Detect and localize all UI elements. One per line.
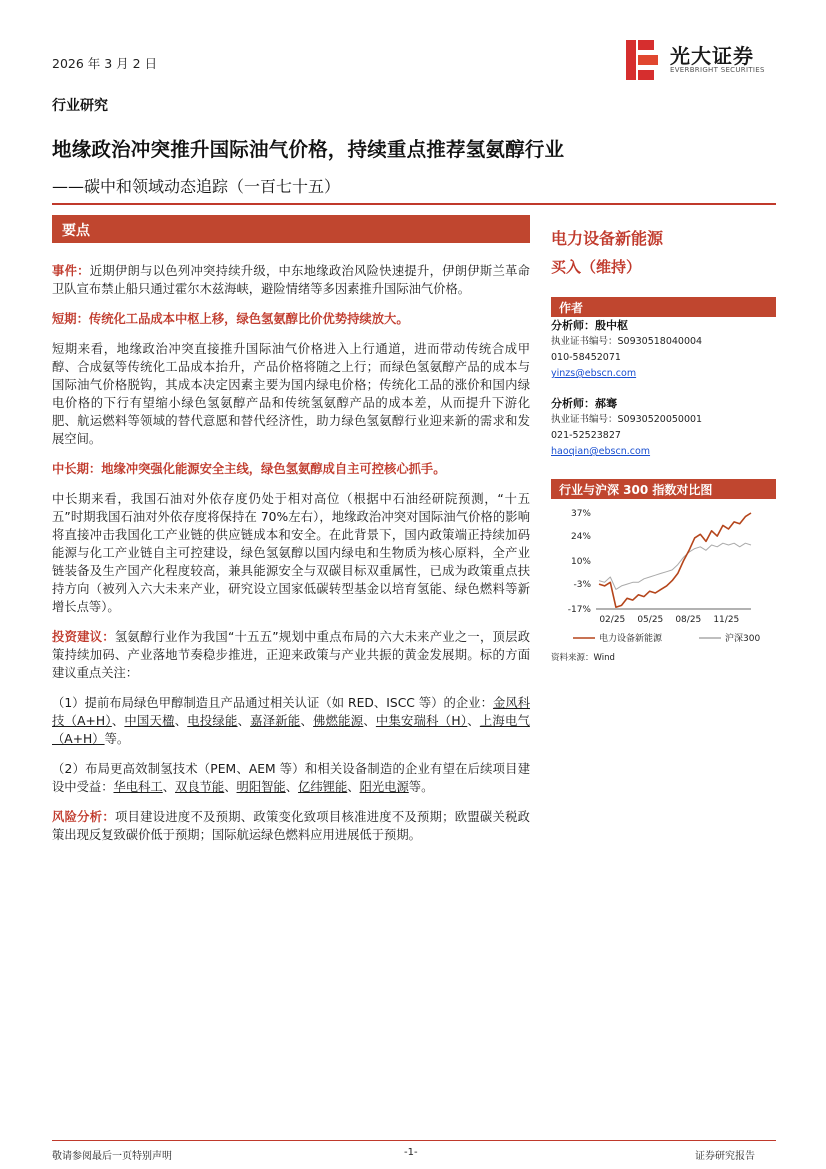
analyst-cert: 执业证书编号：S0930518040004: [551, 336, 703, 347]
analyst-email-link[interactable]: yinzs@ebscn.com: [551, 368, 637, 379]
chart-section-header: [551, 479, 776, 499]
analyst-email-link[interactable]: haoqian@ebscn.com: [551, 446, 651, 457]
y-tick-label: -17%: [567, 605, 591, 615]
report-date: 2026 年 3 月 2 日: [52, 56, 158, 71]
chart-source: 资料来源：Wind: [551, 653, 615, 663]
logo-text-en: EVERBRIGHT SECURITIES: [670, 66, 765, 74]
analyst-card: [551, 396, 702, 460]
item-1-tail: 等。: [104, 732, 130, 746]
analyst-cert: 执业证书编号：S0930520050001: [551, 414, 703, 425]
mid-term-heading: 中长期：地缘冲突强化能源安全主线，绿色氢氨醇成自主可控核心抓手。: [52, 462, 446, 476]
y-tick-label: 24%: [570, 532, 591, 543]
company-link[interactable]: 佛燃能源: [313, 714, 364, 728]
company-link[interactable]: 亿纬锂能: [298, 780, 348, 794]
rating: 买入（维持）: [551, 258, 642, 276]
company-link[interactable]: 双良节能: [175, 780, 225, 794]
risk-label: 风险分析：: [52, 810, 115, 824]
y-tick-label: -3%: [573, 580, 591, 591]
company-link[interactable]: 中国天楹: [124, 714, 175, 728]
investment-paragraph: [52, 628, 530, 682]
company-link[interactable]: 中集安瑞科（H）: [375, 714, 468, 728]
footer-divider: [52, 1140, 776, 1141]
company-link[interactable]: 上海电气（A+H）: [52, 714, 530, 746]
risk-paragraph: [52, 808, 530, 844]
short-term-heading: 短期：传统化工品成本中枢上移，绿色氢氨醇比价优势持续放大。: [52, 312, 409, 326]
logo-mark-icon: [626, 40, 662, 80]
chart-heading: 行业与沪深 300 指数对比图: [559, 483, 713, 497]
mid-term-text: 中长期来看，我国石油对外依存度仍处于相对高位（根据中石油经研院预测，“十五五”时期我国石油对外依存度将保持在 70%左右），地缘政治冲突对国际油气价格的影响将直接冲击我国化工产业链的供应链成本和安全。在此背景下，国内政策端正持续加码能源与化工产业链自主可控建设，绿色氢氨醇以国内绿电和生物质为核心原料，全产业链装备及生产国产化程度较高，兼具能源安全与双碳目标双重属性，已成为政策重点扶持方向（被列入六大未来产业，研究设立国家低碳转型基金以培育氢能、绿色燃料等新增长点等）。: [52, 492, 530, 614]
company-link[interactable]: 华电科工: [113, 780, 163, 794]
event-paragraph: [52, 262, 530, 298]
footer-disclaimer: 敬请参阅最后一页特别声明: [52, 1151, 172, 1162]
recommendation-item-2: （2）布局更高效制氢技术（PEM、AEM 等）和相关设备制造的企业有望在后续项目建设中受益：华电科工、双良节能、明阳智能、亿纬锂能、阳光电源等。: [52, 762, 530, 794]
sector-name: 电力设备新能源: [551, 229, 664, 248]
legend-label: 沪深300: [725, 634, 761, 644]
series-line-csi300: [599, 543, 751, 589]
author-heading: 作者: [559, 301, 584, 315]
analyst-phone: 021-52523827: [551, 430, 621, 441]
footer-report-type: 证券研究报告: [695, 1151, 755, 1162]
legend-label: 电力设备新能源: [599, 634, 663, 644]
event-text: 近期伊朗与以色列冲突持续升级，中东地缘政治风险快速提升，伊朗伊斯兰革命卫队宣布禁止船只通过霍尔木兹海峡，避险情绪等多因素推升国际油气价格。: [52, 264, 530, 296]
report-title: 地缘政治冲突推升国际油气价格，持续重点推荐氢氨醇行业: [52, 138, 565, 161]
index-comparison-chart: [551, 503, 776, 653]
investment-label: 投资建议：: [52, 630, 115, 644]
analyst-name: 分析师：郝骞: [551, 397, 617, 410]
y-tick-label: 10%: [570, 557, 591, 567]
risk-text: 项目建设进度不及预期、政策变化致项目核准进度不及预期；欧盟碳关税政策出现反复致碳价低于预期；国际航运绿色燃料应用进展低于预期。: [52, 810, 530, 842]
x-tick-label: 05/25: [637, 615, 664, 625]
brand-logo: [626, 38, 776, 82]
header-divider: [52, 203, 776, 205]
company-link[interactable]: 嘉泽新能: [250, 714, 301, 728]
item-2-text: （2）布局更高效制氢技术（PEM、AEM 等）和相关设备制造的企业有望在后续项目建设中受益：: [52, 762, 530, 794]
key-points-heading: 要点: [62, 223, 90, 239]
series-line-sector: [599, 513, 751, 607]
recommendation-item-1: （1）提前布局绿色甲醇制造且产品通过相关认证（如 RED、ISCC 等）的企业：金风科技（A+H）、中国天楹、电投绿能、嘉泽新能、佛燃能源、中集安瑞科（H）、上海电气（A+H）等。: [52, 696, 530, 746]
short-term-text: 短期来看，地缘政治冲突直接推升国际油气价格进入上行通道，进而带动传统合成甲醇、合成氨等传统化工品成本抬升，产品价格将随之上行；而绿色氢氨醇产品的成本与国际油气价格脱钩，其成本决定因素主要为国内绿电价格；传统化工品的涨价和国内绿电价格的下行有望缩小绿色氢氨醇产品和传统氢氨醇产品的成本差，从而提升下游化肥、航运燃料等领域的替代意愿和替代经济性，助力绿色氢氨醇行业迎来新的需求和发展空间。: [52, 342, 530, 446]
analyst-card: [551, 318, 702, 382]
x-tick-label: 08/25: [675, 615, 702, 625]
investment-text: 氢氨醇行业作为我国“十五五”规划中重点布局的六大未来产业之一，顶层政策持续加码、产业落地节奏稳步推进，正迎来政策与产业共振的黄金发展期。标的方面建议重点关注：: [52, 630, 530, 680]
page-number: -1-: [404, 1147, 418, 1158]
report-subtitle: ——碳中和领域动态追踪（一百七十五）: [52, 177, 341, 196]
analyst-name: 分析师：殷中枢: [551, 319, 628, 332]
key-points-body: [52, 262, 530, 856]
author-section-header: [551, 297, 776, 317]
logo-text-cn: 光大证券: [670, 44, 754, 68]
company-link[interactable]: 金风科技（A+H）: [52, 696, 530, 728]
company-link[interactable]: 阳光电源: [359, 780, 409, 794]
item-2-tail: 等。: [408, 780, 434, 794]
company-link[interactable]: 电投绿能: [187, 714, 238, 728]
key-points-banner: [52, 215, 530, 243]
event-label: 事件：: [52, 264, 90, 278]
x-tick-label: 02/25: [599, 615, 626, 625]
company-link[interactable]: 明阳智能: [236, 780, 286, 794]
y-tick-label: 37%: [570, 509, 591, 519]
x-tick-label: 11/25: [713, 615, 740, 625]
analyst-phone: 010-58452071: [551, 352, 621, 363]
item-1-text: （1）提前布局绿色甲醇制造且产品通过相关认证（如 RED、ISCC 等）的企业：: [52, 696, 493, 710]
report-category: 行业研究: [52, 98, 108, 114]
